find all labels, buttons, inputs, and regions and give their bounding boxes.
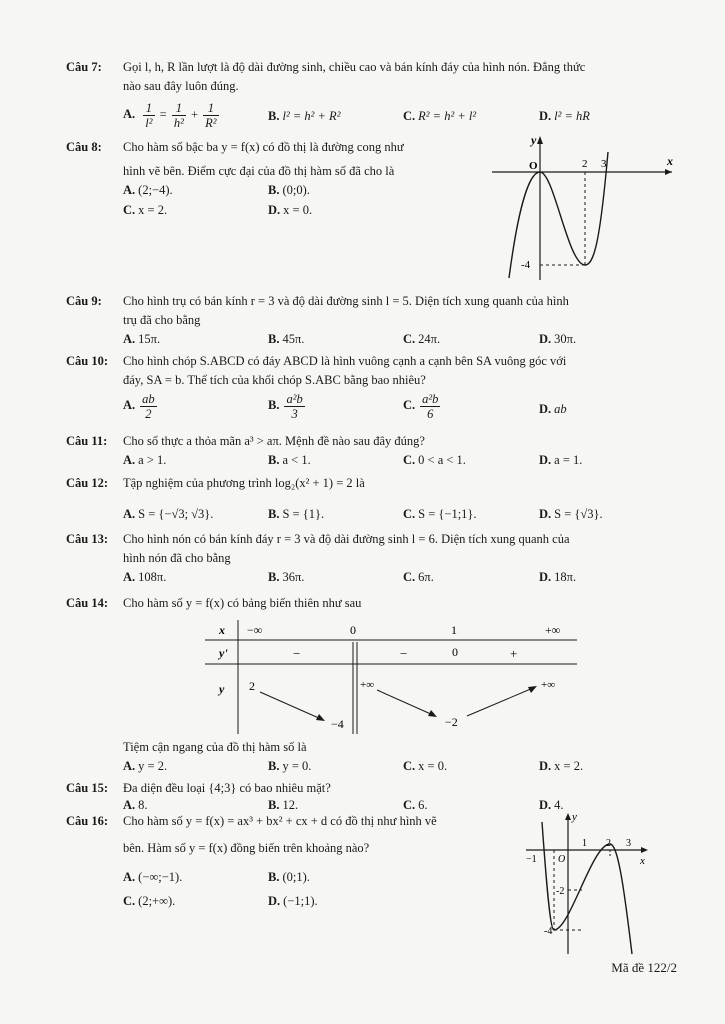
cubic-graph-q8 <box>482 132 677 282</box>
option-a[interactable]: A. (2;−4). <box>123 183 173 197</box>
option-a[interactable]: A. $\frac{1}{\text{l²}}$ = $\frac{1}{\text{h²}}$ + $\frac{1}{\text{R²}}$ <box>123 101 217 130</box>
option-d[interactable]: D. (−1;1). <box>268 894 318 908</box>
options <box>123 757 666 777</box>
question-text: Đa diện đều loại {4;3} có bao nhiêu mặt? <box>123 781 331 795</box>
y-val-m4: −4 <box>331 717 344 731</box>
arrow-up <box>467 688 533 716</box>
option-b[interactable]: B. $\frac{\text{a²b}}{3}$ <box>268 392 303 421</box>
cubic-graph-q16 <box>522 808 652 956</box>
option-d[interactable]: D. ab <box>539 402 567 416</box>
option-c[interactable]: C. x = 2. <box>123 203 168 217</box>
question-text: Cho hình chóp S.ABCD có đáy ABCD là hình vuông cạnh a cạnh bên SA vuông góc với <box>123 354 567 368</box>
question-text: Cho hàm số y = f(x) có bảng biến thiên như sau <box>123 596 362 610</box>
option-d[interactable]: D. 18π. <box>539 570 577 584</box>
question-label: Câu 10: <box>66 354 109 368</box>
question-text: Cho hình nón có bán kính đáy r = 3 và độ dài đường sinh l = 6. Diện tích xung quanh của <box>123 532 570 546</box>
x-arrow-icon <box>665 169 672 175</box>
zero: 0 <box>452 645 458 659</box>
y-arrow-icon <box>537 136 543 144</box>
question-text-cont: trụ đã cho bằng <box>123 313 201 327</box>
question-text: Gọi l, h, R lần lượt là độ dài đường sinh, chiều cao và bán kính đáy của hình nón. Đẳng thức <box>123 60 586 74</box>
option-c[interactable]: C. R² = h² + l² <box>403 109 477 123</box>
x-one: 1 <box>451 623 457 637</box>
options <box>123 568 666 588</box>
tick-m1: −1 <box>526 854 537 865</box>
yprime-label: y' <box>219 646 228 660</box>
x-label: x <box>667 154 673 168</box>
option-b[interactable]: B. (0;1). <box>268 870 310 884</box>
tick-m4: -4 <box>544 926 553 937</box>
option-a[interactable]: A. (−∞;−1). <box>123 870 183 884</box>
variation-table <box>205 618 585 736</box>
tick-1: 1 <box>582 838 587 849</box>
option-a[interactable]: A. a > 1. <box>123 453 167 467</box>
question-text: Cho số thực a thỏa mãn a³ > aπ. Mệnh đề nào sau đây đúng? <box>123 434 425 448</box>
sign-1: − <box>293 646 301 661</box>
tick-3: 3 <box>626 838 631 849</box>
options <box>123 99 666 129</box>
question-11 <box>66 432 666 471</box>
tick-m4: -4 <box>521 259 531 271</box>
option-d[interactable]: D. a = 1. <box>539 453 583 467</box>
option-b[interactable]: B. S = {1}. <box>268 507 325 521</box>
option-a[interactable]: A. S = {−√3; √3}. <box>123 507 214 521</box>
question-label: Câu 9: <box>66 294 102 308</box>
x-arrow-icon <box>641 847 648 853</box>
question-text: Cho hàm số bậc ba y = f(x) có đồ thị là đường cong như <box>123 140 404 154</box>
question-text: Cho hình trụ có bán kính r = 3 và độ dài đường sinh l = 5. Diện tích xung quanh của hình <box>123 294 569 308</box>
option-b[interactable]: B. (0;0). <box>268 183 310 197</box>
x-plus-inf: +∞ <box>545 623 561 637</box>
tick-3: 3 <box>601 158 607 170</box>
question-text: Tập nghiệm của phương trình log₂(x² + 1) = 2 là <box>123 476 365 490</box>
y-plus-inf-left: +∞ <box>360 679 375 691</box>
y-label: y <box>219 682 225 696</box>
options <box>123 451 666 471</box>
x-zero: 0 <box>350 623 356 637</box>
option-b[interactable]: B. l² = h² + R² <box>268 109 341 123</box>
y-val-2: 2 <box>249 679 255 693</box>
question-10 <box>66 352 666 430</box>
question-label: Câu 7: <box>66 60 102 74</box>
question-text: Tiệm cận ngang của đồ thị hàm số là <box>123 740 307 754</box>
y-label: y <box>572 811 577 823</box>
question-text-cont: nào sau đây luôn đúng. <box>123 79 239 93</box>
question-13 <box>66 530 666 588</box>
question-label: Câu 14: <box>66 596 109 610</box>
page-footer: Mã đề 122/2 <box>611 960 677 975</box>
tick-m2: -2 <box>556 886 565 897</box>
option-d[interactable]: D. 30π. <box>539 332 577 346</box>
y-label: y <box>531 133 537 147</box>
question-label: Câu 16: <box>66 814 109 828</box>
option-d[interactable]: D. 4. <box>539 798 564 812</box>
option-d[interactable]: D. S = {√3}. <box>539 507 603 521</box>
option-d[interactable]: D. x = 0. <box>268 203 313 217</box>
x-label: x <box>640 855 645 867</box>
question-14-cont <box>66 738 666 777</box>
options <box>123 392 666 430</box>
question-label: Câu 11: <box>66 434 108 448</box>
origin-label: O <box>558 854 566 865</box>
question-label: Câu 8: <box>66 140 102 154</box>
question-label: Câu 13: <box>66 532 109 546</box>
option-c[interactable]: C. S = {−1;1}. <box>403 507 477 521</box>
question-text-cont: đáy, SA = b. Thể tích của khối chóp S.ABC bằng bao nhiêu? <box>123 373 426 387</box>
tick-2: 2 <box>582 158 588 170</box>
option-d[interactable]: D. x = 2. <box>539 759 584 773</box>
question-7 <box>66 58 666 129</box>
question-14 <box>66 594 666 613</box>
question-12 <box>66 474 666 525</box>
option-c[interactable]: C. 6. <box>403 798 428 812</box>
sign-3: + <box>510 646 518 661</box>
arrow-down-1 <box>260 692 321 719</box>
question-text-cont: bên. Hàm số y = f(x) đồng biến trên khoảng nào? <box>123 841 370 855</box>
option-b[interactable]: B. 36π. <box>268 570 305 584</box>
option-a[interactable]: A. 8. <box>123 798 148 812</box>
origin-label: O <box>529 160 538 172</box>
option-c[interactable]: C. 0 < a < 1. <box>403 453 466 467</box>
sign-2: − <box>400 646 408 661</box>
x-minus-inf: −∞ <box>247 623 263 637</box>
tick-2: 2 <box>606 838 611 849</box>
option-c[interactable]: C. $\frac{\text{a²b}}{6}$ <box>403 392 439 421</box>
arrow-down-2 <box>377 690 433 715</box>
question-text-cont: hình nón đã cho bằng <box>123 551 231 565</box>
option-c[interactable]: C. 6π. <box>403 570 434 584</box>
option-a[interactable]: A. 15π. <box>123 332 161 346</box>
x-label: x <box>219 623 225 637</box>
option-c[interactable]: C. 24π. <box>403 332 441 346</box>
option-a[interactable]: A. y = 2. <box>123 759 168 773</box>
option-a[interactable]: A. $\frac{ab}{2}$ <box>123 392 155 421</box>
option-d[interactable]: D. l² = hR <box>539 109 590 123</box>
option-c[interactable]: C. x = 0. <box>403 759 448 773</box>
option-b[interactable]: B. y = 0. <box>268 759 312 773</box>
arrowhead-icon <box>428 710 437 717</box>
question-label: Câu 15: <box>66 781 109 795</box>
option-b[interactable]: B. a < 1. <box>268 453 311 467</box>
y-plus-inf-right: +∞ <box>541 679 556 691</box>
options <box>123 505 666 525</box>
arrowhead-icon <box>316 714 325 721</box>
question-9 <box>66 292 666 350</box>
option-a[interactable]: A. 108π. <box>123 570 167 584</box>
option-c[interactable]: C. (2;+∞). <box>123 894 176 908</box>
option-b[interactable]: B. 45π. <box>268 332 305 346</box>
question-text-cont: hình vẽ bên. Điểm cực đại của đồ thị hàm số đã cho là <box>123 164 395 178</box>
question-text: Cho hàm số y = f(x) = ax³ + bx² + cx + d có đồ thị như hình vẽ <box>123 814 437 828</box>
question-label: Câu 12: <box>66 476 109 490</box>
y-arrow-icon <box>565 813 571 820</box>
y-val-m2: −2 <box>445 715 458 729</box>
options <box>123 330 666 350</box>
arrowhead-icon <box>528 686 537 693</box>
option-b[interactable]: B. 12. <box>268 798 299 812</box>
